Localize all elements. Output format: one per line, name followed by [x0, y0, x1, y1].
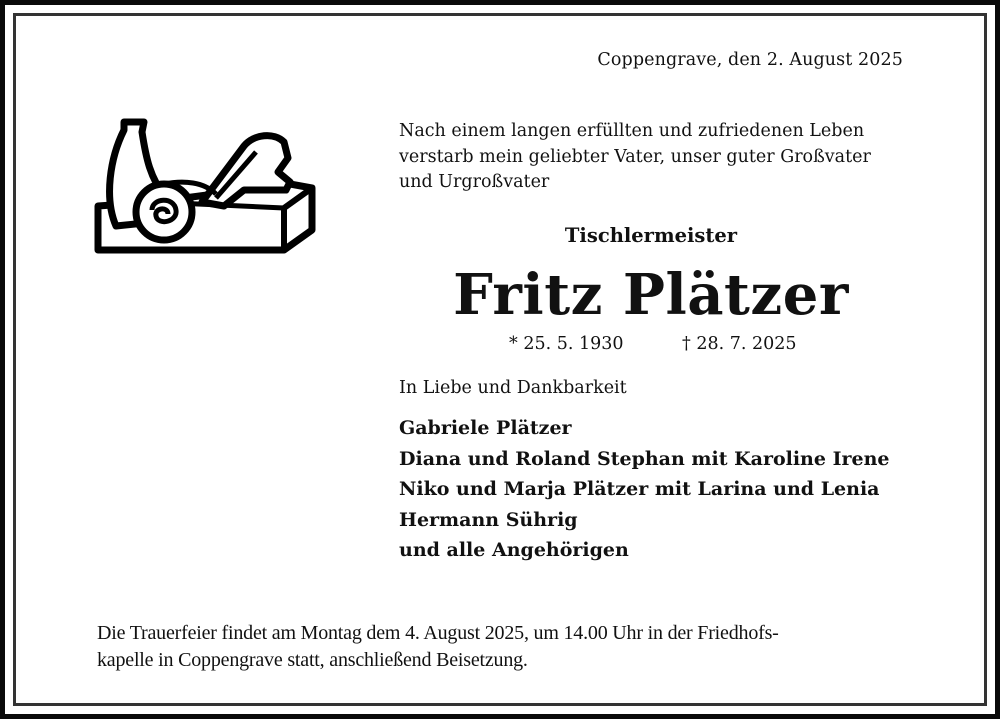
mourner-entry: Hermann Sührig: [399, 508, 578, 531]
death-date: † 28. 7. 2025: [682, 334, 797, 354]
service-line: Die Trauerfeier findet am Montag dem 4. August 2025, um 14.00 Uhr in der Friedhofs-: [97, 622, 779, 644]
mourners-list: [399, 413, 889, 566]
place-and-date: Coppengrave, den 2. August 2025: [597, 50, 903, 70]
intro-line: verstarb mein geliebter Vater, unser guter Großvater: [399, 146, 871, 167]
mourner-entry: Diana und Roland Stephan mit Karoline Irene: [399, 447, 890, 470]
mourner-entry: Gabriele Plätzer: [399, 417, 572, 439]
inner-border: [13, 13, 987, 706]
intro-line: Nach einem langen erfüllten und zufriedenen Leben: [399, 121, 865, 141]
deceased-name: Fritz Plätzer: [453, 262, 849, 328]
mourner-entry: Niko und Marja Plätzer mit Larina und Lenia: [399, 478, 880, 500]
intro-text: [399, 119, 919, 196]
intro-line: und Urgroßvater: [399, 172, 550, 192]
service-line: kapelle in Coppengrave statt, anschließend Beisetzung.: [97, 649, 528, 671]
wood-plane-icon: [94, 118, 316, 260]
birth-date: * 25. 5. 1930: [509, 334, 624, 354]
funeral-service-info: [97, 620, 927, 674]
mourner-entry: und alle Angehörigen: [399, 539, 629, 561]
profession-title: Tischlermeister: [564, 224, 738, 247]
closing-phrase: In Liebe und Dankbarkeit: [399, 378, 627, 398]
